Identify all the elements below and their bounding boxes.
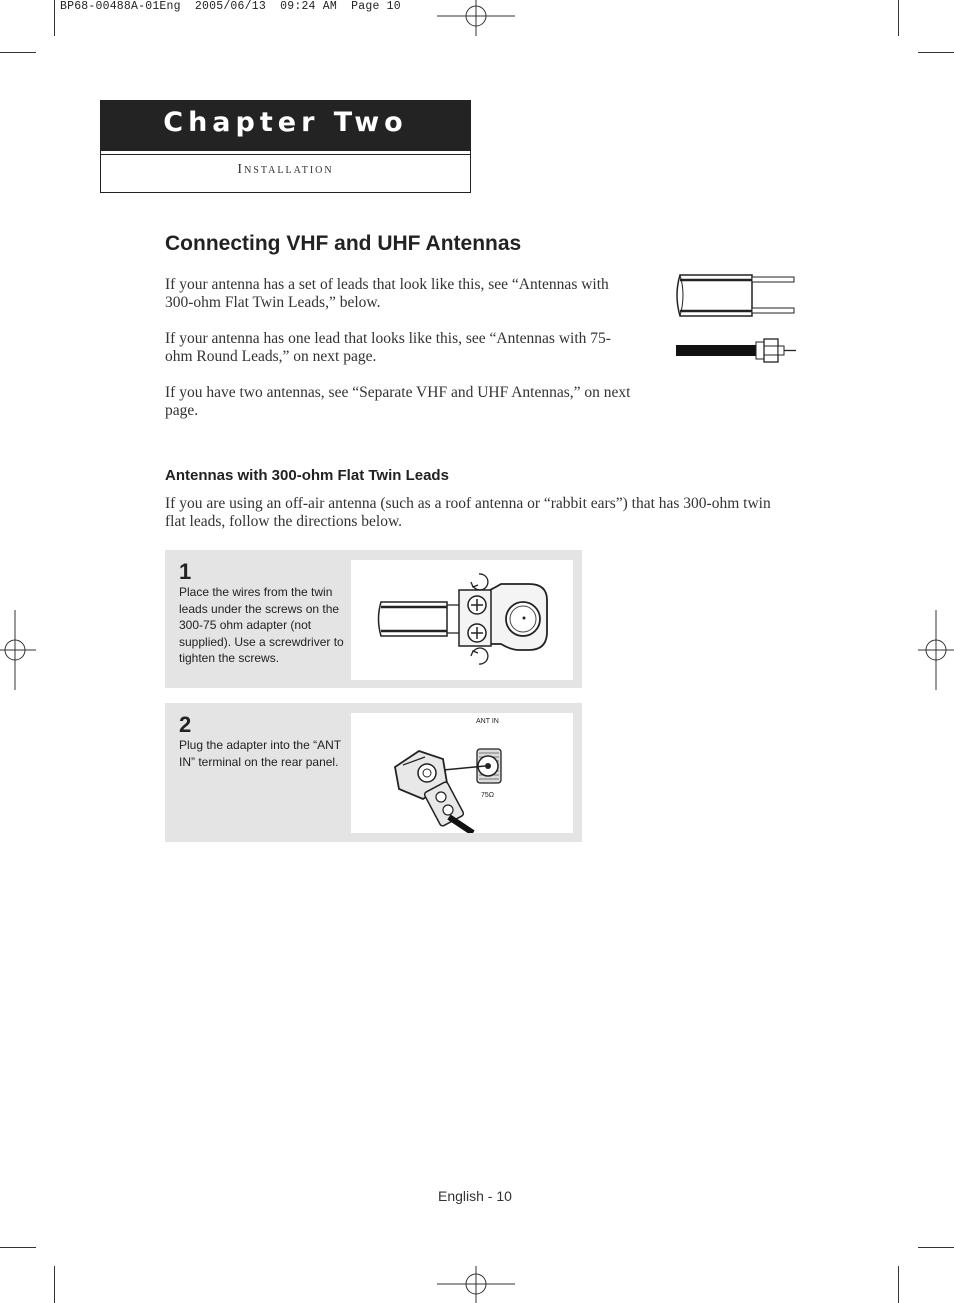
paragraph-round-lead: If your antenna has one lead that looks like this, see “Antennas with 75-ohm Round Leads,” on next page. — [165, 330, 611, 365]
subsection-intro: If you are using an off-air antenna (such as a roof antenna or “rabbit ears”) that has 300-ohm twin flat leads, follow the directions below. — [165, 495, 771, 530]
step-1-box — [165, 550, 582, 688]
subsection-title: Antennas with 300-ohm Flat Twin Leads — [165, 467, 449, 484]
chapter-subtitle: Installation — [237, 162, 334, 177]
print-header: BP68-00488A-01Eng 2005/06/13 09:24 AM Page 10 — [60, 0, 401, 13]
step-2-text: Plug the adapter into the “ANT IN” terminal on the rear panel. — [179, 738, 341, 769]
chapter-bar — [101, 101, 470, 154]
chapter-box — [100, 100, 471, 193]
ant-in-illustration — [351, 713, 573, 833]
step-1-number: 1 — [179, 559, 192, 584]
ohm-label: 75Ω — [481, 792, 495, 799]
ant-in-label: ANT IN — [476, 718, 499, 725]
step-1-text: Place the wires from the twin leads under the screws on the 300-75 ohm adapter (not supplied). Use a screwdriver to tighten the screws. — [179, 585, 344, 665]
step-1-image — [351, 560, 573, 680]
step-2-image — [351, 713, 573, 833]
round-coax-lead-icon — [672, 336, 798, 366]
step-2-box — [165, 703, 582, 842]
flat-twin-lead-icon — [672, 272, 798, 320]
step-2-number: 2 — [179, 712, 192, 737]
section-title: Connecting VHF and UHF Antennas — [165, 232, 522, 255]
paragraph-two-antennas: If you have two antennas, see “Separate VHF and UHF Antennas,” on next page. — [165, 384, 631, 419]
adapter-illustration — [351, 560, 573, 680]
page-number: English - 10 — [438, 1188, 512, 1204]
paragraph-flat-leads: If your antenna has a set of leads that look like this, see “Antennas with 300-ohm Flat Twin Leads,” below. — [165, 276, 609, 311]
chapter-title: Chapter Two — [163, 107, 408, 138]
